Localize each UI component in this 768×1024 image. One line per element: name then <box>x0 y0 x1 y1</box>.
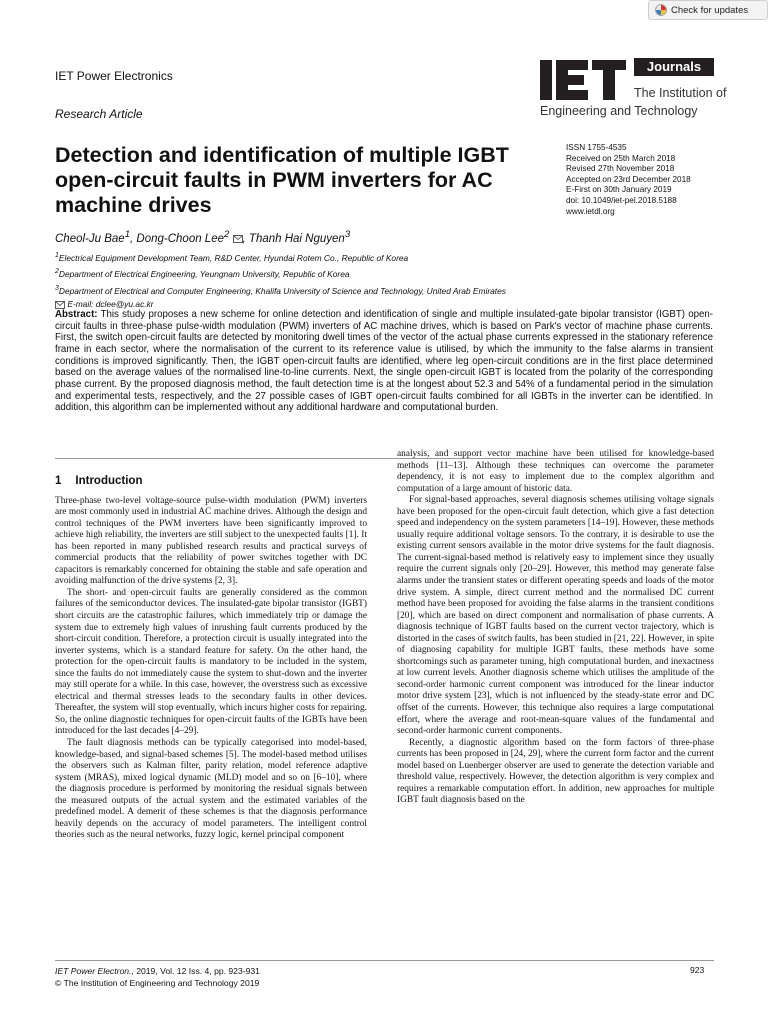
accepted-date: Accepted on 23rd December 2018 <box>566 174 691 184</box>
citation-details: , 2019, Vol. 12 Iss. 4, pp. 923-931 <box>131 966 260 976</box>
paragraph: The fault diagnosis methods can be typically categorised into model-based, knowledge-based, and signal-based schemes [5]. The model-based method utilises the observers such as Kalman filter, parity relation, model reference adaptive system (MRAS), mixed logical dynamic (MLD) model and so on [6–10], where the diagnosis procedure is performed by monitoring the residual signals between the measured outputs of the actual system and the estimated variables of the predefined model. A demerit of these schemes is that the diagnosis performance heavily depends on the accuracy of model parameters. The intelligent control theories such as the neural networks, fuzzy logic, kernel principal component <box>55 738 367 841</box>
paragraph: The short- and open-circuit faults are generally considered as the common failures of the semiconductor devices. The insulated-gate bipolar transistor (IGBT) short circuits are the catastrophic failures, which immediately trip or damage the system due to extremely high values of inrushing fault currents produced by the short-circuit condition. Therefore, a protection circuit is usually integrated into the inverter systems, which is a standard feature for safety. On the other hand, the protection for the open-circuit faults is mandatory to be included in the system, since the faults do not immediately cause the system to shut-down and the inverter may still operate for a while. In this case, however, the overstress such as excessive electrical and thermal stresses leads to the secondary faults in other devices. Thereafter, the system will stop eventually, which incurs higher costs for repairing. So, the online diagnostic techniques for open-circuit faults of the IGBTs have been introduced for the last decades [4–29]. <box>55 587 367 737</box>
iet-logo-icon <box>540 58 628 102</box>
revised-date: Revised 27th November 2018 <box>566 164 675 174</box>
copyright: © The Institution of Engineering and Technology 2019 <box>55 978 260 988</box>
issn: ISSN 1755-4535 <box>566 143 627 152</box>
paragraph: For signal-based approaches, several diagnosis schemes utilising voltage signals have been proposed for the open-circuit fault detection, which give a fast detection speed and independency on the system parameters [14–19]. However, these methods usually require additional voltage sensors. To the contrary, it is desirable to use the existing current sensors available in the motor drive systems for the fault diagnosis. The current-signal-based method is relatively easy to implement since they usually require the current signals only [20–29]. However, this method may generate false alarms under the transient states or different operating speeds and loads of the motor drive system. A simple, direct current method and the normalised DC current method have been proposed for avoiding the false alarms in the transient conditions [20], which are based on direct component and normalisation of phase currents. A diagnosis technique of IGBT faults based on the current vector trajectory, which is distorted in the cases of switch faults, has been studied in [21, 22]. However, in spite of diagnosing capability for multiple IGBT faults, these methods have some shortcomings such as parameter tuning, high computational burden, and inexactness at low current levels. Another diagnosis scheme which utilises the amplitude of the second-order harmonic current component was introduced for the linear inductor motor drive system [23], which is not influenced by the steady-state error and DC offset of the currents. However, this technique also requires a large computational effort, where the average and root-mean-square values of the fundamental and second-order harmonic current components. <box>397 495 714 737</box>
article-meta <box>566 143 726 217</box>
abstract <box>55 309 713 414</box>
author-sup: 1 <box>124 229 131 240</box>
received-date: Received on 25th March 2018 <box>566 153 676 163</box>
iet-logo <box>540 58 727 122</box>
affiliation: $^1$Electrical Equipment Development Team, R&D Center, Hyundai Rotem Co., Republic of Korea <box>55 252 409 263</box>
author-sup: 3 <box>344 229 351 240</box>
abstract-label: Abstract: <box>55 309 98 320</box>
affiliation: $^3$Department of Electrical and Computer Engineering, Khalifa University of Science and Technology, United Arab Emirates <box>55 284 506 296</box>
footer-citation <box>55 965 260 989</box>
author-list: Cheol-Ju Bae$^1$, Dong-Choon Lee$^2$ , Thanh Hai Nguyen$^3$ <box>55 229 351 245</box>
envelope-icon <box>233 235 243 243</box>
check-for-updates-label: Check for updates <box>671 4 749 16</box>
body-column-right <box>397 449 714 807</box>
paper-title: Detection and identification of multiple IGBT open-circuit faults in PWM inverters for AC machine drives <box>55 143 509 217</box>
abstract-text: This study proposes a new scheme for online detection and identification of single and multiple insulated-gate bipolar transistor (IGBT) open-circuit faults in three-phase pulse-width modulation (PWM) inverters of AC machine drives, which is based on Park's vector of machine phase currents. First, the switch open-circuit faults are detected by monitoring dwell times of the vector of the actual phase currents expressed in the stationary reference frame in each sector, where the normalisation of the current to its reference value is utilised, by which the immunity to the false alarms in transient conditions is improved significantly. Then, the IGBT open-circuit faults are identified, where leg open-circuit conditions are in the first place determined based on the average values of the normalised line-to-line currents. Next, the single open-circuit IGBT is located from the polarity of the corresponding phase current. By the proposed diagnosis method, the fault detection time is at the longest about 52.3 and 54% of a fundamental period in the simulation and experimental tests, respectively, and the 27 possible cases of IGBT open-circuit faults combined for all IGBTs in the inverter can be identified. In addition, this algorithm can be implemented without any additional hardware and computational burden. <box>55 309 713 414</box>
section-number: 1 <box>55 475 62 487</box>
author-name: Thanh Hai Nguyen <box>248 232 345 245</box>
section-heading <box>55 476 367 488</box>
article-type: Research Article <box>55 107 143 121</box>
email[interactable]: E-mail: dclee@yu.ac.kr <box>67 298 154 309</box>
institution-line1: The Institution of <box>634 86 727 100</box>
paragraph: analysis, and support vector machine have been utilised for knowledge-based methods [11–13]. Although these techniques can overcome the parameter dependency, it is not easy to implement due to the complex algorithm and computation of a large amount of historic data. <box>397 449 714 494</box>
check-for-updates-button[interactable] <box>648 0 768 20</box>
author-name: Dong-Choon Lee <box>136 232 224 245</box>
crossmark-icon <box>655 4 667 16</box>
author-name: Cheol-Ju Bae <box>55 232 125 245</box>
journal-name: IET Power Electronics <box>55 69 173 83</box>
affiliation: $^2$Department of Electrical Engineering, Yeungnam University, Republic of Korea <box>55 268 350 280</box>
doi[interactable]: doi: 10.1049/iet-pel.2018.5188 <box>566 195 677 205</box>
section-title: Introduction <box>75 475 143 487</box>
envelope-icon <box>55 301 65 309</box>
journal-url[interactable]: www.ietdl.org <box>566 206 615 216</box>
efirst-date: E-First on 30th January 2019 <box>566 185 672 195</box>
journals-label: Journals <box>634 58 714 76</box>
institution-line2: Engineering and Technology <box>540 104 698 118</box>
divider <box>55 960 714 961</box>
body-column-left <box>55 476 367 842</box>
affiliations <box>55 249 506 311</box>
page-number: 923 <box>690 965 705 975</box>
paragraph: Recently, a diagnostic algorithm based on the form factors of three-phase currents has been proposed in [24, 29], where the current form factor and the current model based on Luenberger observer are used to generate the detection variable and threshold value, respectively. However, the detection algorithm is very complex and requires a remarkable computation effort. In addition, new approaches for multiple IGBT fault diagnosis based on the <box>397 737 714 806</box>
citation-line <box>55 965 260 977</box>
author-sup: 2 <box>224 229 230 240</box>
citation-journal: IET Power Electron. <box>55 966 132 976</box>
paragraph: Three-phase two-level voltage-source pulse-width modulation (PWM) inverters are most commonly used in industrial AC machine drives. Although the design and control techniques of the PWM inverters have been significantly improved to achieve high reliability, the inverters are still subject to the unexpected faults [1]. It has been reported in many published research results and practical surveys of commercial products that the reliability of power switches together with DC capacitors is remarkably concerned for obtaining the stable and safe operation and avoiding malfunction of the drive systems [2, 3]. <box>55 495 367 587</box>
